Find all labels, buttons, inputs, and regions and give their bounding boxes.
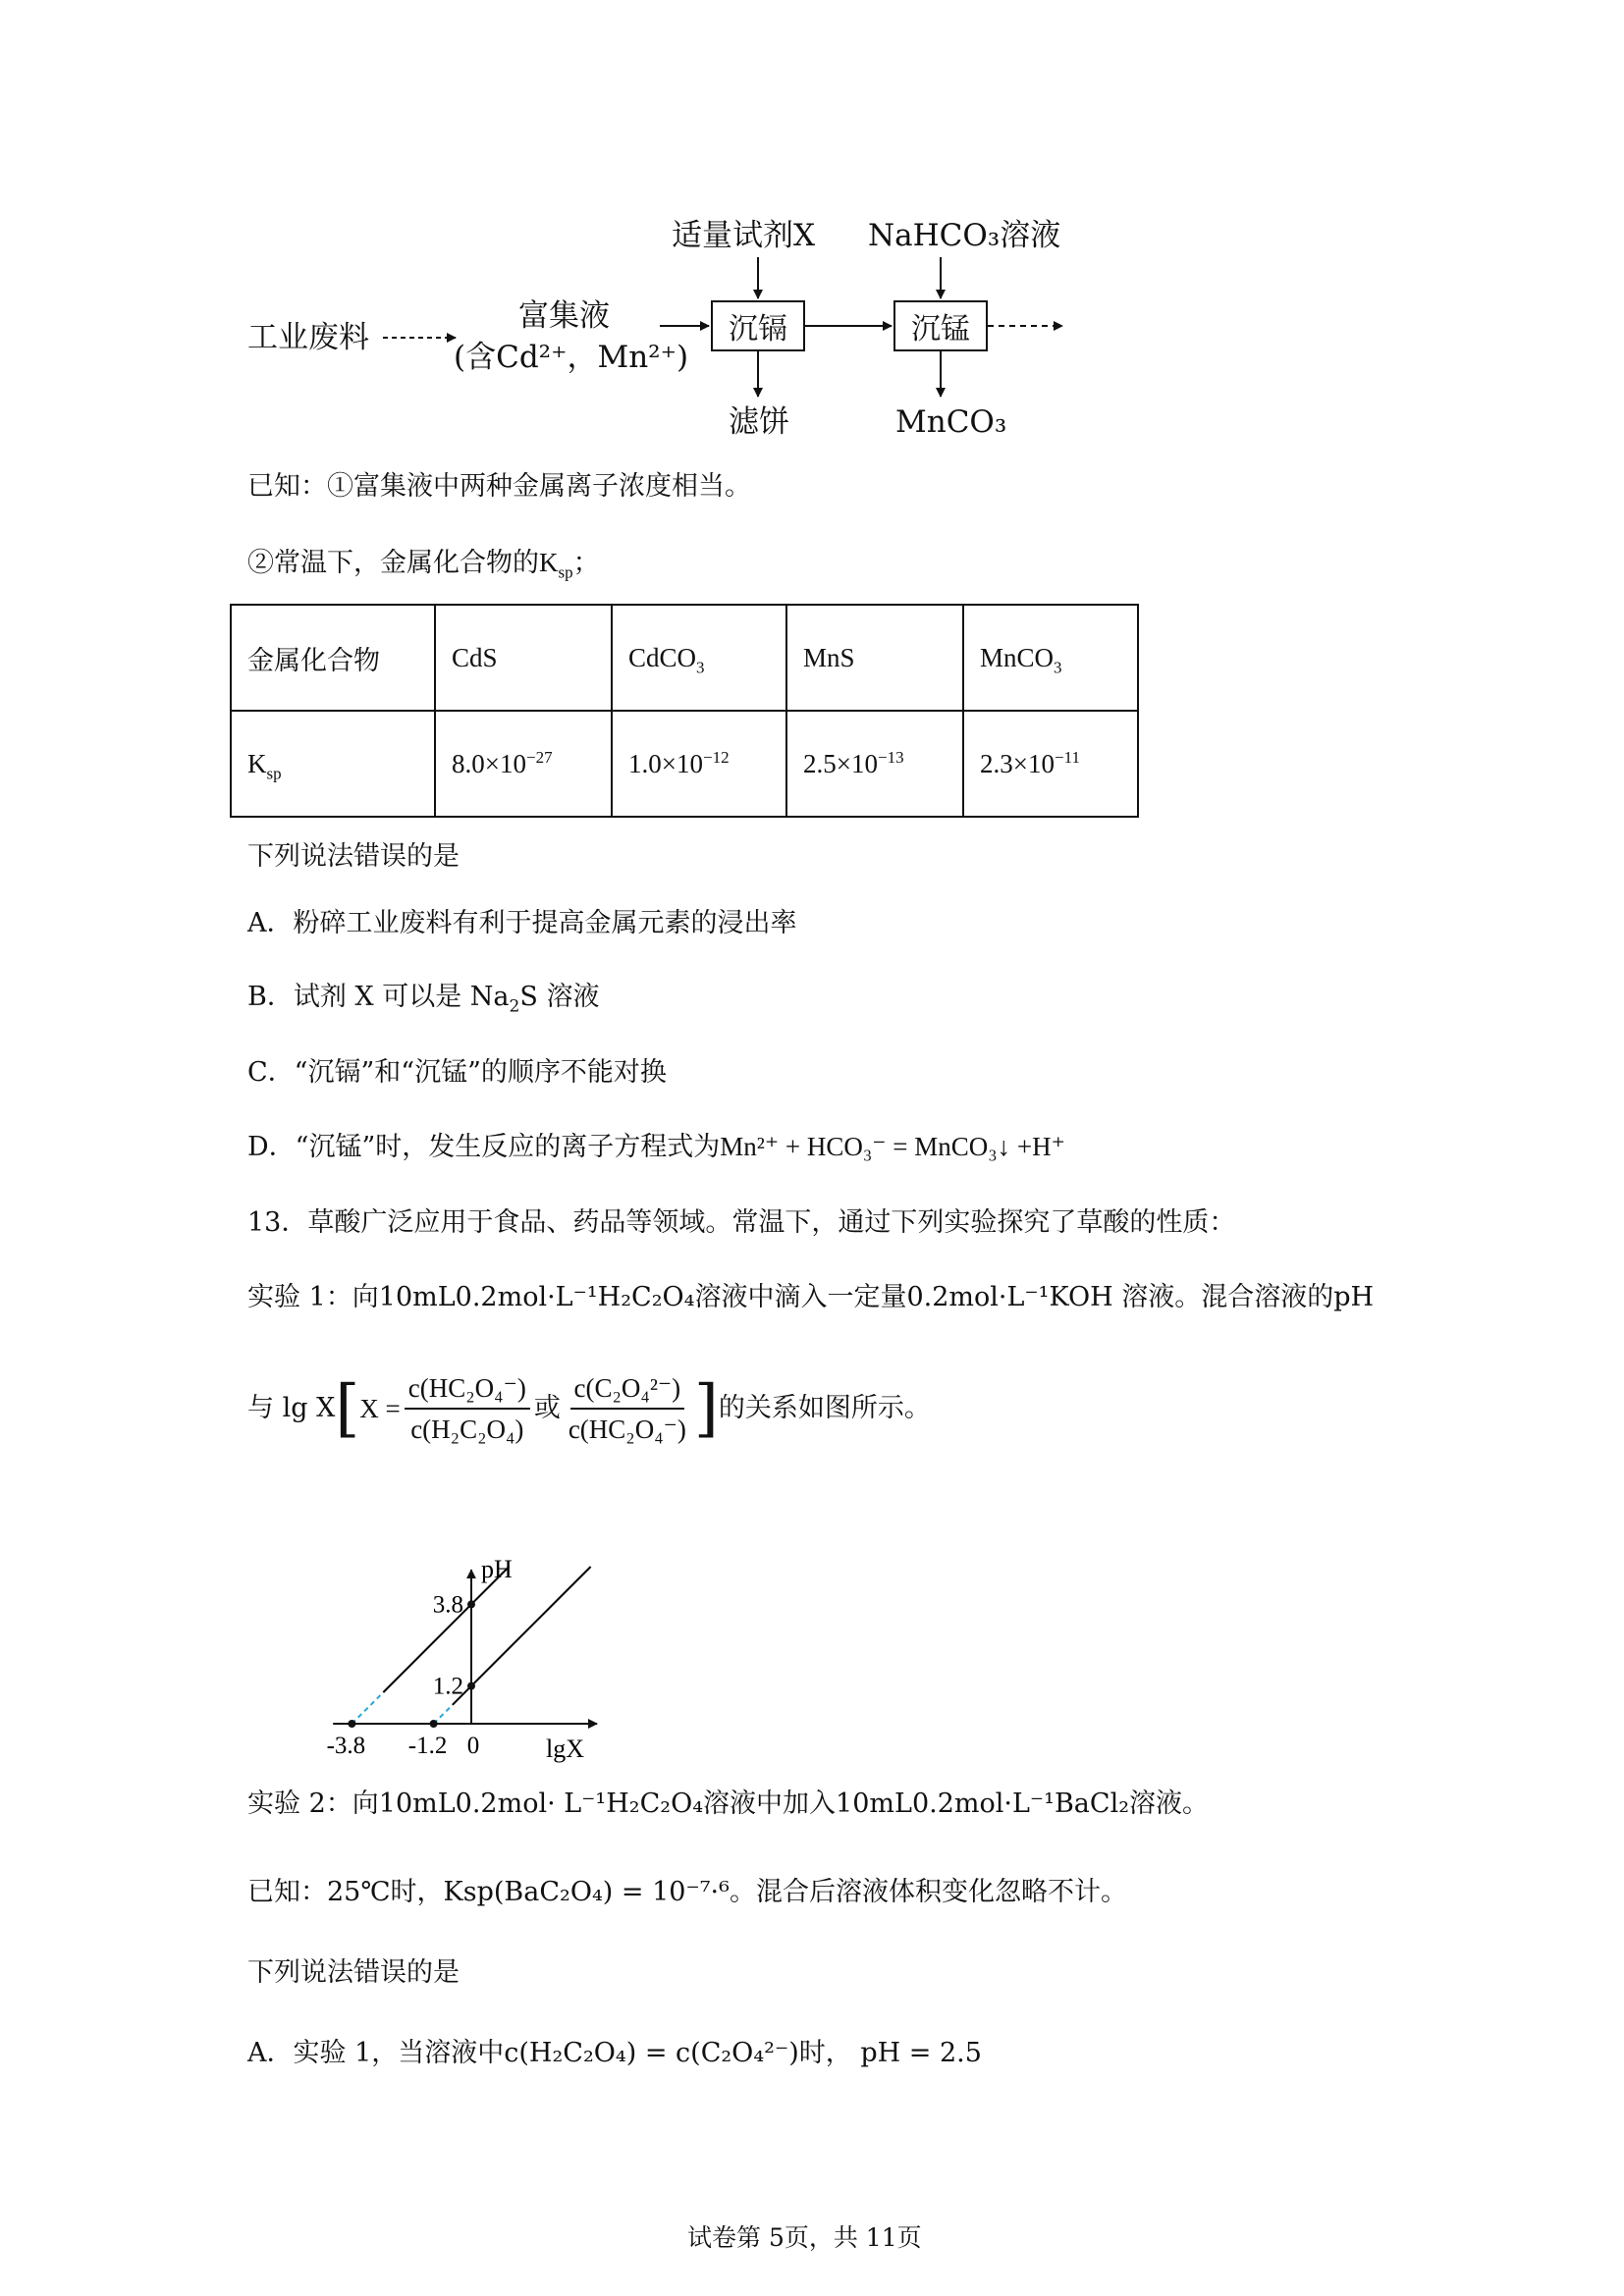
known2-suffix: ； bbox=[572, 548, 600, 578]
ph-lgx-chart bbox=[236, 1459, 628, 1773]
data-point bbox=[430, 1720, 438, 1728]
reagent-nahco3-label: NaHCO₃溶液 bbox=[868, 218, 1061, 253]
known2-prefix: ②常温下，金属化合物的 bbox=[247, 548, 539, 578]
ksp-value: 1.0×10 bbox=[628, 748, 703, 778]
q13-option-a: A．实验 1，当溶液中c(H₂C₂O₄) = c(C₂O₄²⁻)时， pH = 2.5 bbox=[247, 2038, 982, 2068]
x-equals: X = bbox=[359, 1394, 401, 1423]
x-tick-label: -1.2 bbox=[407, 1733, 448, 1759]
option-d-equation: Mn²⁺ + HCO₃⁻ = MnCO₃↓ +H⁺ bbox=[720, 1132, 1065, 1161]
q12-option-c: C．“沉镉”和“沉锰”的顺序不能对换 bbox=[247, 1057, 667, 1088]
table-header-cell: 金属化合物 bbox=[231, 605, 435, 711]
lgx-label: 与 lg X bbox=[247, 1393, 336, 1423]
mnco3-text: MnCO bbox=[980, 642, 1055, 672]
or-word: 或 bbox=[533, 1393, 561, 1423]
reagent-x-label: 适量试剂X bbox=[672, 218, 816, 253]
step-mn-label: 沉锰 bbox=[911, 312, 970, 347]
q13-exp2: 实验 2：向10mL0.2mol· L⁻¹H₂C₂O₄溶液中加入10mL0.2mol·L⁻¹BaCl₂溶液。 bbox=[247, 1789, 1210, 1819]
table-row-label bbox=[231, 711, 435, 817]
output-cake-label: 滤饼 bbox=[729, 404, 789, 440]
q12-known2 bbox=[247, 545, 600, 581]
fraction-2-numerator: c(C₂O₄²⁻) bbox=[570, 1368, 685, 1410]
ksp-value: 8.0×10 bbox=[452, 748, 526, 778]
series-1-dashed-segment bbox=[352, 1692, 383, 1724]
table-header-cell: CdCO$_3$ bbox=[612, 605, 786, 711]
table-header-cell: MnS bbox=[786, 605, 963, 711]
ksp-symbol: K bbox=[539, 548, 559, 577]
q12-option-b: B．试剂 X 可以是 $Na_2S$ 溶液 bbox=[247, 982, 600, 1017]
fraction-2 bbox=[565, 1368, 690, 1449]
q12-known1: 已知：①富集液中两种金属离子浓度相当。 bbox=[247, 471, 751, 502]
q13-exp1: 实验 1：向10mL0.2mol·L⁻¹H₂C₂O₄溶液中滴入一定量0.2mol·L⁻¹KOH 溶液。混合溶液的pH bbox=[247, 1282, 1375, 1312]
waste-label: 工业废料 bbox=[247, 320, 369, 355]
ksp-sub: sp bbox=[558, 562, 573, 582]
enriched-liquid-label: 富集液 bbox=[518, 298, 610, 334]
q12-option-a: A．粉碎工业废料有利于提高金属元素的浸出率 bbox=[247, 908, 797, 938]
table-cell bbox=[963, 711, 1138, 817]
q13-stem: 下列说法错误的是 bbox=[247, 1957, 460, 1988]
output-mnco3-label: MnCO₃ bbox=[895, 404, 1007, 440]
fraction-1-numerator: c(HC₂O₄⁻) bbox=[405, 1368, 530, 1410]
step-cd-label: 沉镉 bbox=[729, 312, 787, 347]
table-cell bbox=[786, 711, 963, 817]
cdco3-text: CdCO bbox=[628, 642, 697, 672]
ksp-exp: −27 bbox=[525, 747, 553, 767]
q13-exp1-line2 bbox=[247, 1360, 931, 1458]
ksp-value: 2.5×10 bbox=[803, 748, 878, 778]
right-bracket: ] bbox=[693, 1372, 719, 1445]
exp1-line2-post: 的关系如图所示。 bbox=[718, 1393, 931, 1423]
data-point bbox=[467, 1600, 475, 1608]
fraction-1 bbox=[405, 1368, 530, 1449]
fraction-1-denominator: c(H₂C₂O₄) bbox=[410, 1415, 524, 1444]
option-b-post: S 溶液 bbox=[519, 982, 600, 1012]
page-footer: 试卷第 5页，共 11页 bbox=[687, 2223, 922, 2252]
y-tick-label: 3.8 bbox=[432, 1591, 463, 1619]
y-axis-label: pH bbox=[481, 1555, 513, 1584]
q13-known: 已知：25℃时，Ksp(BaC₂O₄) = 10⁻⁷·⁶。混合后溶液体积变化忽略不计。 bbox=[247, 1877, 1127, 1907]
ksp-exp: −12 bbox=[702, 747, 730, 767]
left-bracket: [ bbox=[335, 1372, 360, 1445]
ksp-row-sub: sp bbox=[266, 763, 282, 782]
ksp-exp: −11 bbox=[1054, 747, 1080, 767]
y-tick-label: 1.2 bbox=[432, 1673, 463, 1700]
ksp-exp: −13 bbox=[877, 747, 904, 767]
data-point bbox=[348, 1720, 355, 1728]
ksp-row-symbol: K bbox=[247, 748, 267, 778]
table-cell bbox=[612, 711, 786, 817]
table-header-row bbox=[231, 605, 1138, 711]
table-row bbox=[231, 711, 1138, 817]
x-axis-label: lgX bbox=[546, 1735, 584, 1763]
q13-intro: 13．草酸广泛应用于食品、药品等领域。常温下，通过下列实验探究了草酸的性质： bbox=[247, 1207, 1236, 1238]
q12-stem: 下列说法错误的是 bbox=[247, 841, 460, 872]
table-header-cell: MnCO$_3$ bbox=[963, 605, 1138, 711]
ksp-value: 2.3×10 bbox=[980, 748, 1055, 778]
option-d-pre: D．“沉锰”时，发生反应的离子方程式为 bbox=[247, 1132, 721, 1162]
q12-option-d bbox=[247, 1129, 1065, 1165]
fraction-2-denominator: c(HC₂O₄⁻) bbox=[568, 1415, 686, 1444]
flowchart-arrows bbox=[0, 0, 1624, 471]
x-tick-label: 0 bbox=[466, 1733, 480, 1759]
enriched-contains-label: (含Cd²⁺，Mn²⁺) bbox=[454, 340, 689, 375]
table-cell bbox=[435, 711, 612, 817]
x-tick-label: -3.8 bbox=[326, 1733, 366, 1759]
option-b-pre: B．试剂 X 可以是 Na bbox=[247, 982, 510, 1012]
series-2-dashed-segment bbox=[434, 1705, 453, 1724]
data-point bbox=[467, 1682, 475, 1690]
table-header-cell: CdS bbox=[435, 605, 612, 711]
ksp-table bbox=[230, 604, 1139, 818]
